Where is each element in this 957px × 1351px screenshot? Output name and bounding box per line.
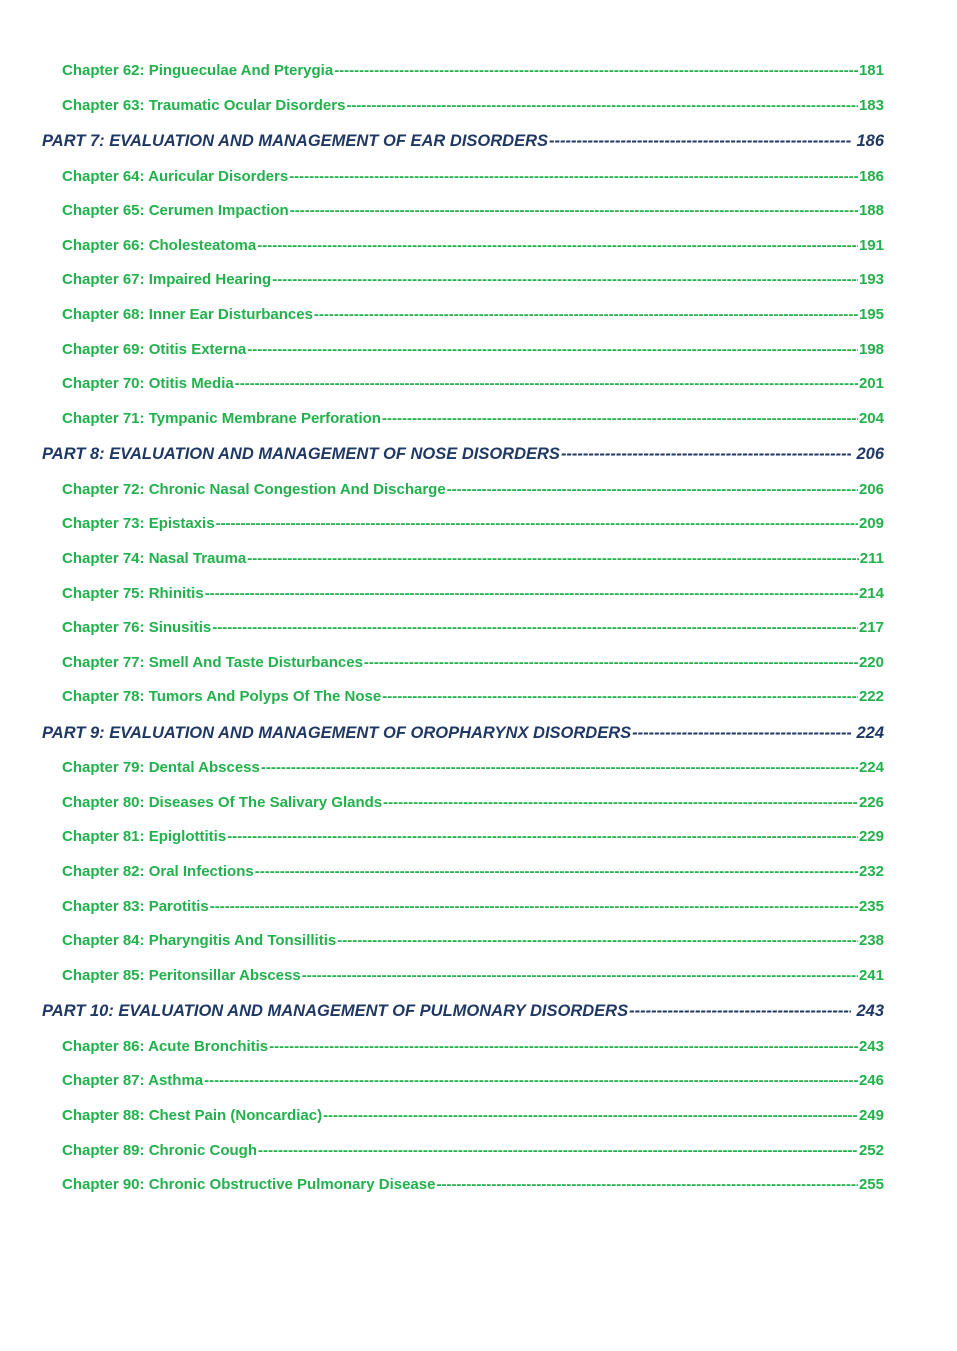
page-number: 246 bbox=[858, 1072, 884, 1090]
dot-leader bbox=[289, 160, 858, 195]
page-number: 209 bbox=[858, 515, 884, 533]
toc-chapter-entry[interactable] bbox=[0, 367, 884, 402]
table-of-contents bbox=[0, 54, 957, 1203]
page-number: 188 bbox=[858, 202, 884, 220]
part-title: PART 10: EVALUATION AND MANAGEMENT OF PULMONARY DISORDERS bbox=[42, 1002, 629, 1021]
dot-leader bbox=[334, 54, 858, 89]
chapter-title: Chapter 63: Traumatic Ocular Disorders bbox=[62, 96, 346, 114]
page-number: 198 bbox=[858, 340, 884, 358]
dot-leader bbox=[210, 890, 858, 925]
chapter-title: Chapter 89: Chronic Cough bbox=[62, 1141, 258, 1159]
toc-chapter-entry[interactable] bbox=[0, 89, 884, 124]
chapter-title: Chapter 70: Otitis Media bbox=[62, 375, 234, 393]
dot-leader bbox=[257, 229, 858, 264]
dot-leader bbox=[447, 473, 858, 508]
dot-leader bbox=[337, 924, 858, 959]
page-number: 206 bbox=[858, 480, 884, 498]
page-number: 206 bbox=[856, 445, 884, 464]
toc-chapter-entry[interactable] bbox=[0, 473, 884, 508]
toc-chapter-entry[interactable] bbox=[0, 820, 884, 855]
page-number: 181 bbox=[858, 62, 884, 79]
page-number: 201 bbox=[858, 375, 884, 393]
page-number: 252 bbox=[858, 1141, 884, 1159]
toc-chapter-entry[interactable] bbox=[0, 855, 884, 890]
dot-leader bbox=[382, 402, 858, 437]
dot-leader bbox=[629, 993, 851, 1029]
dot-leader bbox=[269, 1030, 858, 1065]
dot-leader bbox=[364, 646, 858, 681]
chapter-title: Chapter 72: Chronic Nasal Congestion And Discharge bbox=[62, 480, 446, 498]
page-number: 220 bbox=[858, 653, 884, 671]
page-number: 229 bbox=[858, 828, 884, 846]
page-number: 226 bbox=[858, 793, 884, 811]
toc-chapter-entry[interactable] bbox=[0, 646, 884, 681]
toc-chapter-entry[interactable] bbox=[0, 402, 884, 437]
toc-chapter-entry[interactable] bbox=[0, 298, 884, 333]
toc-chapter-entry[interactable] bbox=[0, 611, 884, 646]
toc-chapter-entry[interactable] bbox=[0, 507, 884, 542]
chapter-title: Chapter 90: Chronic Obstructive Pulmonary Disease bbox=[62, 1176, 436, 1194]
dot-leader bbox=[436, 1168, 858, 1203]
chapter-title: Chapter 84: Pharyngitis And Tonsillitis bbox=[62, 932, 337, 950]
toc-chapter-entry[interactable] bbox=[0, 1168, 884, 1203]
toc-chapter-entry[interactable] bbox=[0, 1134, 884, 1169]
dot-leader bbox=[227, 820, 858, 855]
dot-leader bbox=[261, 751, 858, 786]
dot-leader bbox=[346, 89, 858, 124]
chapter-title: Chapter 81: Epiglottitis bbox=[62, 828, 227, 846]
toc-chapter-entry[interactable] bbox=[0, 263, 884, 298]
page-number: 217 bbox=[858, 619, 884, 637]
chapter-title: Chapter 73: Epistaxis bbox=[62, 515, 215, 533]
toc-chapter-entry[interactable] bbox=[0, 333, 884, 368]
page-number: 211 bbox=[859, 549, 884, 567]
dot-leader bbox=[272, 263, 858, 298]
toc-part-heading[interactable] bbox=[0, 436, 884, 472]
page-number: 224 bbox=[858, 759, 884, 777]
page-number: 238 bbox=[858, 932, 884, 950]
page-number: 186 bbox=[858, 167, 884, 185]
page-number: 224 bbox=[856, 723, 884, 742]
chapter-title: Chapter 82: Oral Infections bbox=[62, 863, 254, 881]
toc-chapter-entry[interactable] bbox=[0, 54, 884, 89]
page-number: 243 bbox=[858, 1037, 884, 1055]
page-number: 195 bbox=[858, 305, 884, 323]
dot-leader bbox=[247, 333, 858, 368]
toc-chapter-entry[interactable] bbox=[0, 786, 884, 821]
toc-chapter-entry[interactable] bbox=[0, 1099, 884, 1134]
page-number: 232 bbox=[858, 863, 884, 881]
dot-leader bbox=[290, 194, 858, 229]
toc-chapter-entry[interactable] bbox=[0, 751, 884, 786]
dot-leader bbox=[212, 611, 858, 646]
dot-leader bbox=[247, 542, 859, 577]
toc-chapter-entry[interactable] bbox=[0, 160, 884, 195]
chapter-title: Chapter 68: Inner Ear Disturbances bbox=[62, 305, 313, 323]
page-number: 193 bbox=[858, 271, 884, 289]
page-number: 255 bbox=[858, 1176, 884, 1194]
dot-leader bbox=[561, 436, 852, 472]
toc-part-heading[interactable] bbox=[0, 123, 884, 159]
part-title: PART 8: EVALUATION AND MANAGEMENT OF NOSE DISORDERS bbox=[42, 445, 560, 464]
toc-chapter-entry[interactable] bbox=[0, 1064, 884, 1099]
chapter-title: Chapter 85: Peritonsillar Abscess bbox=[62, 966, 301, 984]
toc-chapter-entry[interactable] bbox=[0, 229, 884, 264]
chapter-title: Chapter 67: Impaired Hearing bbox=[62, 271, 272, 289]
page-number: 241 bbox=[858, 966, 884, 984]
toc-chapter-entry[interactable] bbox=[0, 680, 884, 715]
dot-leader bbox=[204, 1064, 858, 1099]
chapter-title: Chapter 87: Asthma bbox=[62, 1072, 204, 1090]
toc-chapter-entry[interactable] bbox=[0, 890, 884, 925]
page-number: 186 bbox=[856, 132, 884, 151]
chapter-title: Chapter 66: Cholesteatoma bbox=[62, 236, 257, 254]
toc-chapter-entry[interactable] bbox=[0, 959, 884, 994]
chapter-title: Chapter 64: Auricular Disorders bbox=[62, 167, 289, 185]
chapter-title: Chapter 80: Diseases Of The Salivary Glands bbox=[62, 793, 383, 811]
page-number: 204 bbox=[858, 409, 884, 427]
dot-leader bbox=[632, 715, 851, 751]
dot-leader bbox=[235, 367, 858, 402]
dot-leader bbox=[216, 507, 858, 542]
chapter-title: Chapter 86: Acute Bronchitis bbox=[62, 1037, 269, 1055]
chapter-title: Chapter 62: Pingueculae And Pterygia bbox=[62, 62, 334, 79]
dot-leader bbox=[323, 1099, 858, 1134]
dot-leader bbox=[382, 680, 858, 715]
toc-chapter-entry[interactable] bbox=[0, 924, 884, 959]
chapter-title: Chapter 71: Tympanic Membrane Perforation bbox=[62, 409, 381, 427]
page-number: 191 bbox=[858, 236, 884, 254]
chapter-title: Chapter 75: Rhinitis bbox=[62, 584, 204, 602]
chapter-title: Chapter 74: Nasal Trauma bbox=[62, 549, 247, 567]
toc-part-heading[interactable] bbox=[0, 993, 884, 1029]
dot-leader bbox=[302, 959, 858, 994]
dot-leader bbox=[314, 298, 858, 333]
page-number: 235 bbox=[858, 897, 884, 915]
toc-part-heading[interactable] bbox=[0, 715, 884, 751]
chapter-title: Chapter 69: Otitis Externa bbox=[62, 340, 247, 358]
chapter-title: Chapter 76: Sinusitis bbox=[62, 619, 212, 637]
dot-leader bbox=[383, 786, 858, 821]
dot-leader bbox=[258, 1134, 858, 1169]
dot-leader bbox=[255, 855, 858, 890]
toc-chapter-entry[interactable] bbox=[0, 194, 884, 229]
part-title: PART 9: EVALUATION AND MANAGEMENT OF OROPHARYNX DISORDERS bbox=[42, 723, 632, 742]
part-title: PART 7: EVALUATION AND MANAGEMENT OF EAR DISORDERS bbox=[42, 132, 549, 151]
toc-chapter-entry[interactable] bbox=[0, 542, 884, 577]
dot-leader bbox=[205, 577, 858, 612]
page-number: 243 bbox=[856, 1002, 884, 1021]
chapter-title: Chapter 77: Smell And Taste Disturbances bbox=[62, 653, 363, 671]
toc-chapter-entry[interactable] bbox=[0, 577, 884, 612]
page-number: 214 bbox=[858, 584, 884, 602]
chapter-title: Chapter 65: Cerumen Impaction bbox=[62, 202, 289, 220]
chapter-title: Chapter 88: Chest Pain (Noncardiac) bbox=[62, 1107, 323, 1124]
page-number: 222 bbox=[858, 688, 884, 706]
toc-chapter-entry[interactable] bbox=[0, 1030, 884, 1065]
chapter-title: Chapter 83: Parotitis bbox=[62, 897, 209, 915]
page-number: 183 bbox=[858, 96, 884, 114]
chapter-title: Chapter 79: Dental Abscess bbox=[62, 759, 260, 777]
chapter-title: Chapter 78: Tumors And Polyps Of The Nose bbox=[62, 688, 382, 706]
page-number: 249 bbox=[858, 1107, 884, 1124]
dot-leader bbox=[549, 123, 851, 159]
